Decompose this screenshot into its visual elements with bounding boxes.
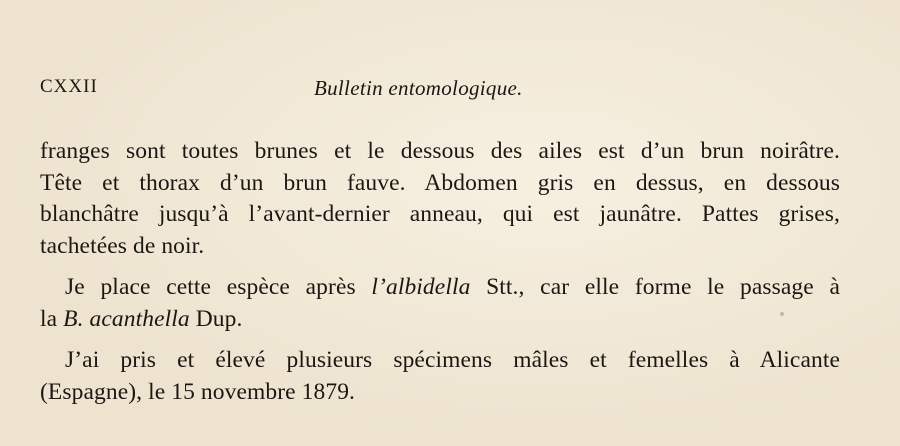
text-line <box>40 272 840 304</box>
species-name: l’albidella <box>371 274 471 300</box>
page-header <box>40 76 840 106</box>
text-segment: la <box>40 305 64 332</box>
page-number: CXXII <box>40 76 98 97</box>
text-line <box>40 304 840 336</box>
running-title: Bulletin entomologique. <box>314 76 523 100</box>
paragraph-1 <box>40 136 840 262</box>
text-segment: Dup. <box>189 305 243 332</box>
body-text <box>40 136 840 408</box>
text-line: franges sont toutes brunes et le dessous des ailes est d’un brun noirâtre. <box>40 138 840 164</box>
paper-speck <box>780 312 784 316</box>
text-line: J’ai pris et élevé plusieurs spécimens mâles et femelles à Alicante <box>65 347 840 373</box>
text-line: tachetées de noir. <box>40 232 205 259</box>
species-name: B. acanthella <box>63 305 190 332</box>
text-segment: Je place cette espèce après <box>65 274 372 300</box>
paragraph-2 <box>40 272 840 335</box>
text-line: Tête et thorax d’un brun fauve. Abdomen gris en dessus, en dessous <box>40 169 840 196</box>
text-line: blanchâtre jusqu’à l’avant-dernier anneau, qui est jaunâtre. Pattes grises, <box>40 201 840 227</box>
text-line: (Espagne), le 15 novembre 1879. <box>40 378 356 405</box>
text-segment: Stt., car elle forme le passage à <box>470 274 840 300</box>
paragraph-3 <box>40 345 840 408</box>
